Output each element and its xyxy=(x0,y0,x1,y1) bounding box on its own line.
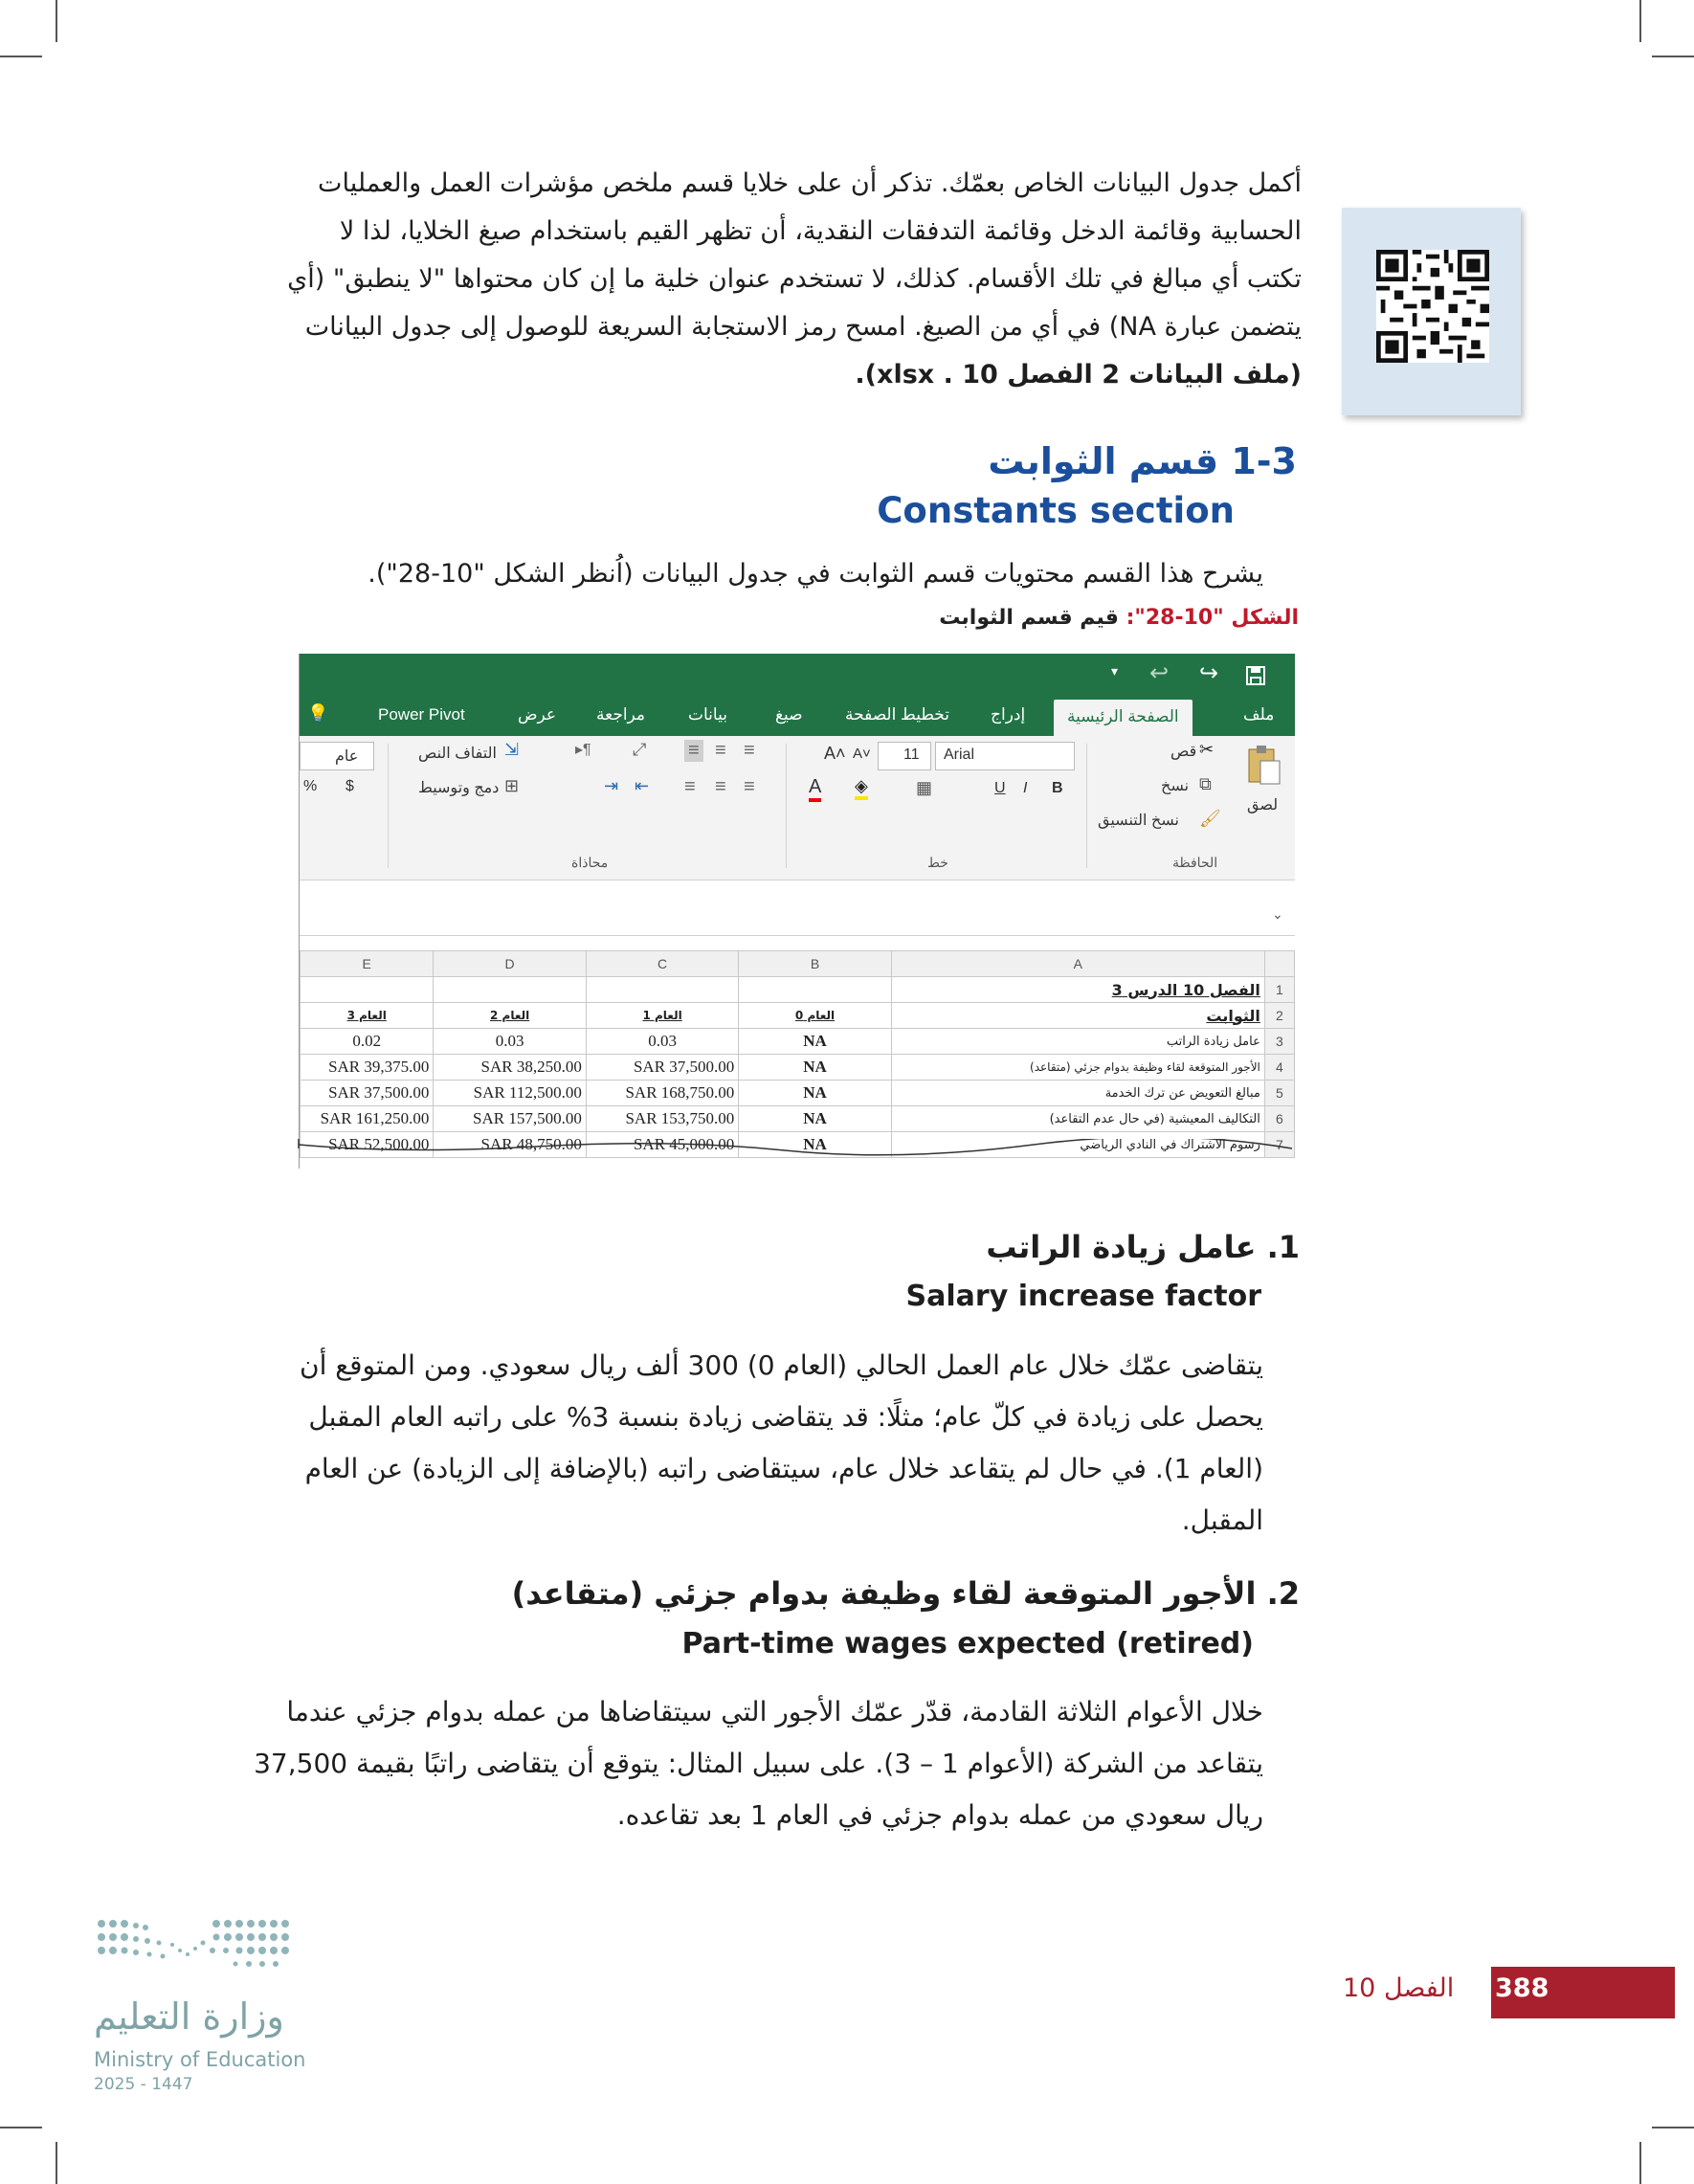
copy-button[interactable]: نسخ xyxy=(1161,778,1190,794)
column-header-b[interactable]: B xyxy=(739,951,891,977)
column-header-c[interactable]: C xyxy=(586,951,738,977)
figure-label: الشكل "10-28": xyxy=(1126,606,1299,630)
cell[interactable]: SAR 157,500.00 xyxy=(434,1106,586,1132)
cut-button[interactable]: قص xyxy=(1170,744,1197,760)
ribbon-home xyxy=(300,736,1295,880)
row-header[interactable]: 3 xyxy=(1264,1029,1294,1055)
wrap-text-button[interactable]: التفاف النص xyxy=(418,746,497,762)
lightbulb-icon[interactable]: 💡 xyxy=(307,703,329,723)
percent-button[interactable]: % xyxy=(303,778,318,794)
crop-mark xyxy=(1639,2142,1641,2184)
row-header[interactable]: 7 xyxy=(1264,1132,1294,1158)
cell[interactable]: SAR 112,500.00 xyxy=(434,1081,586,1106)
cell-year-header[interactable]: العام 3 xyxy=(301,1003,434,1029)
excel-title-bar xyxy=(300,654,1295,696)
item1-line-1: يتقاضى عمّك خلال عام العمل الحالي (العام 0) 300 ألف ريال سعودي. ومن المتوقع أن xyxy=(300,1349,1263,1381)
font-color-icon[interactable]: A xyxy=(809,776,821,802)
tab-power-pivot[interactable]: Power Pivot xyxy=(378,705,465,724)
formula-bar[interactable] xyxy=(300,893,1295,936)
tab-insert[interactable]: إدراج xyxy=(991,705,1026,724)
tab-home[interactable]: الصفحة الرئيسية xyxy=(1054,700,1192,736)
intro-paragraph xyxy=(215,160,1302,399)
cell[interactable] xyxy=(739,977,891,1003)
item2-line-1: خلال الأعوام الثلاثة القادمة، قدّر عمّك الأجور التي سيتقاضاها من عمله بدوام جزئي عندما xyxy=(286,1696,1263,1727)
item2-paragraph xyxy=(206,1686,1263,1841)
item1-line-3: (العام 1). في حال لم يتقاعد خلال عام، سيتقاضى راتبه (بالإضافة إلى الزيادة) عن العام xyxy=(304,1453,1263,1484)
align-center-icon[interactable]: ≡ xyxy=(715,776,726,797)
item2-line-3: ريال سعودي من عمله بدوام جزئي في العام 1 بعد تقاعده. xyxy=(616,1799,1263,1831)
format-painter-icon: 🖌 xyxy=(1199,809,1221,828)
paste-button[interactable]: لصق xyxy=(1247,797,1279,813)
intro-line-4: يتضمن عبارة NA) في أي من الصيغ. امسح رمز الاستجابة السريعة للوصول إلى جدول البيانات xyxy=(304,312,1302,342)
tab-view[interactable]: عرض xyxy=(518,705,557,724)
item1-title-ar: 1. عامل زيادة الراتب xyxy=(986,1229,1300,1265)
cell[interactable]: SAR 168,750.00 xyxy=(586,1081,738,1106)
section-description: يشرح هذا القسم محتويات قسم الثوابت في جدول البيانات (اُنظر الشكل "10-28"). xyxy=(368,559,1263,589)
cell[interactable]: SAR 48,750.00 xyxy=(434,1132,586,1158)
column-header-d[interactable]: D xyxy=(434,951,586,977)
tab-data[interactable]: بيانات xyxy=(688,705,727,724)
item1-title-en: Salary increase factor xyxy=(905,1280,1261,1313)
tab-file[interactable]: ملف xyxy=(1243,705,1275,724)
ministry-year: 2025 - 1447 xyxy=(94,2075,193,2094)
align-right-icon[interactable]: ≡ xyxy=(744,776,755,797)
page-number: 388 xyxy=(1495,1973,1549,2003)
grow-font-icon[interactable]: A˄ xyxy=(824,744,846,763)
align-left-icon[interactable]: ≡ xyxy=(684,776,696,797)
row-header[interactable]: 2 xyxy=(1264,1003,1294,1029)
scissors-icon: ✂ xyxy=(1199,740,1215,759)
number-format-value: عام xyxy=(335,748,359,765)
torn-edge xyxy=(287,1139,1302,1177)
row-header[interactable]: 1 xyxy=(1264,977,1294,1003)
crop-mark xyxy=(56,2142,57,2184)
ribbon-tabs xyxy=(300,696,1295,736)
number-format-box[interactable] xyxy=(300,742,374,770)
cell[interactable]: SAR 45,000.00 xyxy=(586,1132,738,1158)
crop-mark xyxy=(1652,56,1694,57)
cell[interactable] xyxy=(434,977,586,1003)
crop-mark xyxy=(1639,0,1641,42)
cell[interactable]: SAR 38,250.00 xyxy=(434,1055,586,1081)
intro-line-2: الحسابية وقائمة الدخل وقائمة التدفقات النقدية، أن تظهر القيم باستخدام صيغ الخلايا، لذا لا xyxy=(339,216,1302,246)
qr-code-box[interactable] xyxy=(1342,208,1521,415)
italic-button[interactable]: I xyxy=(1023,780,1028,796)
cell[interactable]: 0.02 xyxy=(301,1029,434,1055)
alignment-group-label: محاذاة xyxy=(571,855,609,870)
cell[interactable]: 0.03 xyxy=(434,1029,586,1055)
font-name-box[interactable] xyxy=(935,742,1075,770)
align-top-icon[interactable]: ≡ xyxy=(744,740,755,761)
section-title-en: Constants section xyxy=(877,490,1235,531)
copy-icon: ⧉ xyxy=(1199,774,1212,793)
crop-mark xyxy=(0,56,42,57)
cell[interactable]: SAR 37,500.00 xyxy=(586,1055,738,1081)
font-group-label: خط xyxy=(927,855,948,870)
cell-constants-heading[interactable]: الثوابت xyxy=(891,1003,1264,1029)
formula-expand-icon[interactable]: ⌄ xyxy=(1272,906,1283,922)
rtl-direction-icon[interactable]: ▸¶ xyxy=(575,742,591,758)
column-header-e[interactable]: E xyxy=(301,951,434,977)
merge-center-icon: ⊞ xyxy=(504,776,520,795)
align-bottom-icon[interactable]: ≡ xyxy=(684,740,703,762)
cell-label[interactable]: التكاليف المعيشية (في حال عدم التقاعد) xyxy=(891,1106,1264,1132)
qr-code-icon[interactable] xyxy=(1376,250,1489,363)
item1-paragraph xyxy=(206,1340,1263,1547)
paste-icon[interactable] xyxy=(1245,744,1282,786)
ministry-name-ar: وزارة التعليم xyxy=(94,1995,284,2038)
cell-label[interactable]: رسوم الاشتراك في النادي الرياضي xyxy=(891,1132,1264,1158)
cell[interactable]: SAR 153,750.00 xyxy=(586,1106,738,1132)
outdent-icon[interactable]: ⇥ xyxy=(604,776,619,795)
tab-formulas[interactable]: صيغ xyxy=(775,705,803,724)
crop-mark xyxy=(1652,2127,1694,2128)
cell-label[interactable]: عامل زيادة الراتب xyxy=(891,1029,1264,1055)
cell[interactable] xyxy=(586,977,738,1003)
intro-line-1: أكمل جدول البيانات الخاص بعمّك. تذكر أن على خلايا قسم ملخص مؤشرات العمل والعمليات xyxy=(318,168,1302,198)
cell[interactable]: NA xyxy=(739,1132,891,1158)
cell[interactable]: SAR 39,375.00 xyxy=(301,1055,434,1081)
spreadsheet-grid xyxy=(300,950,1295,1158)
font-size-value: 11 xyxy=(903,747,920,763)
group-separator xyxy=(1086,744,1087,868)
format-painter-button[interactable]: نسخ التنسيق xyxy=(1098,813,1179,829)
cell-label[interactable]: الأجور المتوقعة لقاء وظيفة بدوام جزئي (متقاعد) xyxy=(891,1055,1264,1081)
chapter-label: الفصل 10 xyxy=(1343,1973,1455,2003)
quick-access-dropdown-icon[interactable]: ▾ xyxy=(1111,663,1119,679)
ministry-logo-icon xyxy=(92,1916,302,1993)
borders-icon[interactable]: ▦ xyxy=(916,778,933,797)
cell[interactable]: 0.03 xyxy=(586,1029,738,1055)
orientation-icon[interactable]: ⤢ xyxy=(633,740,647,759)
cell[interactable]: NA xyxy=(739,1081,891,1106)
figure-title: قيم قسم الثوابت xyxy=(939,606,1119,630)
wrap-text-icon: ⇲ xyxy=(504,740,520,759)
undo-icon[interactable]: ↩ xyxy=(1149,660,1170,686)
font-size-box[interactable] xyxy=(878,742,931,770)
figure-caption xyxy=(939,606,1299,630)
fill-color-icon[interactable]: ◈ xyxy=(855,776,868,800)
item1-line-4: المقبل. xyxy=(1181,1504,1263,1536)
cell[interactable]: SAR 161,250.00 xyxy=(301,1106,434,1132)
cell-year-header[interactable]: العام 2 xyxy=(434,1003,586,1029)
ministry-name-en: Ministry of Education xyxy=(94,2048,306,2071)
cell[interactable] xyxy=(301,977,434,1003)
cell-lesson-title[interactable]: الفصل 10 الدرس 3 xyxy=(891,977,1264,1003)
item2-line-2: يتقاعد من الشركة (الأعوام 1 – 3). على سبيل المثال: يتوقع أن يتقاضى راتبًا بقيمة 37,500 xyxy=(254,1748,1263,1779)
merge-center-button[interactable]: دمج وتوسيط xyxy=(418,780,500,796)
column-header-a[interactable]: A xyxy=(891,951,1264,977)
currency-button[interactable]: $ xyxy=(345,778,354,794)
row-header[interactable]: 4 xyxy=(1264,1055,1294,1081)
cell[interactable]: NA xyxy=(739,1029,891,1055)
cell[interactable]: NA xyxy=(739,1055,891,1081)
shrink-font-icon[interactable]: A˅ xyxy=(853,746,871,762)
item1-line-2: يحصل على زيادة في كلّ عام؛ مثلًا: قد يتقاضى زيادة بنسبة 3% على راتبه العام المقبل xyxy=(308,1401,1263,1433)
group-separator xyxy=(388,744,389,868)
cell-label[interactable]: مبالغ التعويض عن ترك الخدمة xyxy=(891,1081,1264,1106)
underline-button[interactable]: U xyxy=(994,780,1006,796)
cell[interactable]: SAR 52,500.00 xyxy=(301,1132,434,1158)
cell[interactable]: NA xyxy=(739,1106,891,1132)
cell-year-header[interactable]: العام 1 xyxy=(586,1003,738,1029)
spreadsheet-table xyxy=(300,950,1295,1158)
row-header[interactable]: 5 xyxy=(1264,1081,1294,1106)
bold-button[interactable]: B xyxy=(1052,780,1063,796)
crop-mark xyxy=(56,0,57,42)
cell[interactable]: SAR 37,500.00 xyxy=(301,1081,434,1106)
font-name-value: Arial xyxy=(944,747,975,763)
indent-icon[interactable]: ⇤ xyxy=(635,776,650,795)
intro-line-5: (ملف البيانات 2 الفصل 10 . xlsx). xyxy=(855,360,1302,390)
redo-icon[interactable]: ↪ xyxy=(1199,660,1219,686)
crop-mark xyxy=(0,2127,42,2128)
item2-title-en: Part-time wages expected (retired) xyxy=(681,1627,1254,1660)
select-all-corner[interactable] xyxy=(1264,951,1294,977)
save-icon[interactable] xyxy=(1245,665,1266,686)
align-middle-icon[interactable]: ≡ xyxy=(715,740,726,761)
clipboard-group-label: الحافظة xyxy=(1172,855,1218,870)
intro-line-3: تكتب أي مبالغ في تلك الأقسام. كذلك، لا تستخدم عنوان خلية ما إن كان محتواها "لا ينطبق" (أي xyxy=(287,264,1302,294)
row-header[interactable]: 6 xyxy=(1264,1106,1294,1132)
tab-review[interactable]: مراجعة xyxy=(596,705,646,724)
item2-title-ar: 2. الأجور المتوقعة لقاء وظيفة بدوام جزئي (متقاعد) xyxy=(511,1575,1300,1612)
group-separator xyxy=(786,744,787,868)
cell-year-header[interactable]: العام 0 xyxy=(739,1003,891,1029)
excel-screenshot xyxy=(299,654,1295,1169)
tab-page-layout[interactable]: تخطيط الصفحة xyxy=(845,705,949,724)
section-title-ar: 1-3 قسم الثوابت xyxy=(988,440,1297,482)
